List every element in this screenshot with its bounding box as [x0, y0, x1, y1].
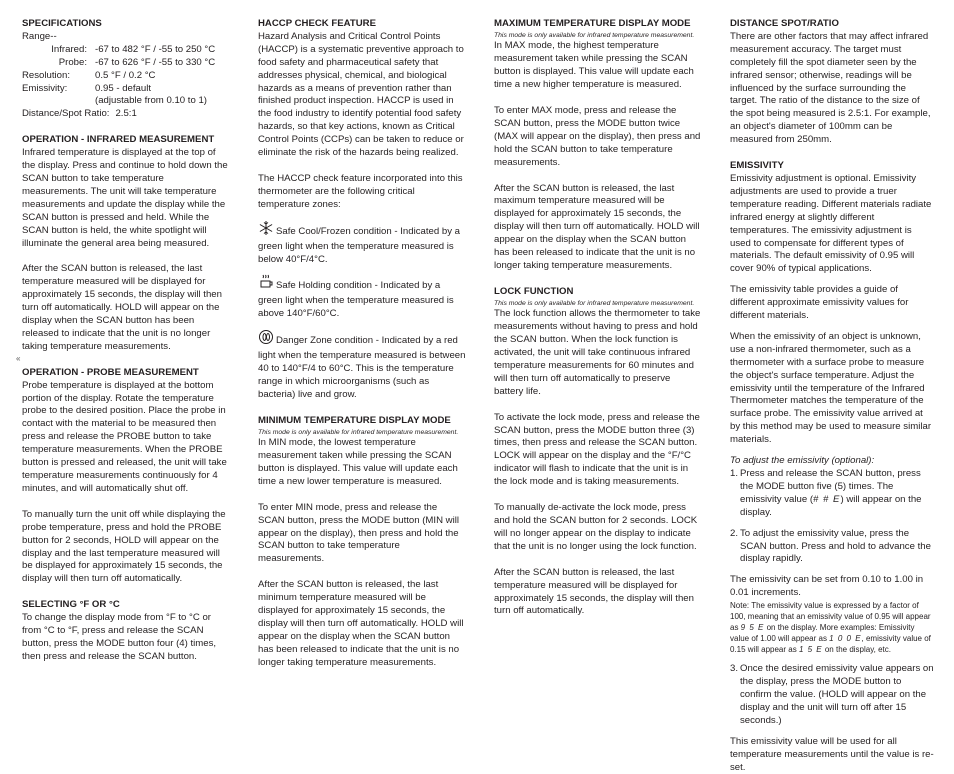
spec-infrared: Infrared: -67 to 482 °F / -55 to 250 °C: [51, 43, 216, 55]
snowflake-icon: [258, 220, 274, 241]
min-mode-note: This mode is only available for infrared temperature measurement.: [258, 428, 459, 436]
min-mode-p2: To enter MIN mode, press and release the SCAN button, press the MODE button (MIN will appear on the display), then press and hold the SCAN button to take temperature measurements.: [258, 501, 460, 565]
haccp-zone-danger: Danger Zone condition - Indicated by a red light when the temperature measured is between 40 to 140°F/4 to 60°C. This is the temperature range in which microorganisms (such as bacteria) live and grow.: [258, 329, 466, 402]
emissivity-final: This emissivity value will be used for all temperature measurements until the value is re-set.: [730, 735, 934, 773]
min-mode-heading: MINIMUM TEMPERATURE DISPLAY MODE: [258, 414, 451, 426]
emissivity-p3: When the emissivity of an object is unknown, use a non-infrared thermometer, such as a thermometer with a surface probe to measure the object's surface temperature. Adjust the emissivity until the temperature of the Infrared Thermometer matches the temperature of the surface probe. The emissivity value arrived at by this method may be used to measure similar materials.: [730, 330, 932, 446]
step-2: 2. To adjust the emissivity value, press the SCAN button. Press and hold to advance the display rapidly.: [730, 527, 931, 565]
lock-p2: To activate the lock mode, press and release the SCAN button, press the MODE button three (3) times, then press and release the SCAN button. LOCK will appear on the display and the °F/°C indicator will flash to indicate that the unit is in the lock mode and is taking measurements.: [494, 411, 700, 488]
haccp-p1: Hazard Analysis and Critical Control Points (HACCP) is a systematic preventive approach to food safety and pharmaceutical safety that addresses physical, chemical, and biological hazards as a means of prevention rather than finished product inspection. HACCP is used in the food industry to identify potential food safety hazards, so that key actions, known as Critical Control Points (CCPs) can be taken to reduce or eliminate the risk of the hazards being realized.: [258, 30, 464, 159]
step-3: 3. Once the desired emissivity value appears on the display, press the MODE button to confirm the value. (HOLD will appear on the display and the unit will turn off after 15 seconds.): [730, 663, 934, 726]
distance-p1: There are other factors that may affect infrared measurement accuracy. The target must completely fill the spot diameter seen by the infrared sensor; otherwise, readings will be influenced by the surface surrounding the target. The ratio of the distance to the size of the spot being measured is 2.5:1. For example, an object's diameter of 100mm can be measured from 250mm.: [730, 30, 931, 146]
hot-dish-icon: [258, 274, 274, 295]
distance-heading: DISTANCE SPOT/RATIO: [730, 18, 839, 29]
column-3: [494, 18, 702, 618]
lock-p1: The lock function allows the thermometer to take measurements without having to press and hold the SCAN button. When the lock function is activated, the unit will take continuous infrared temperature measurements for 60 minutes and will then turn off automatically to preserve battery life.: [494, 308, 701, 397]
spec-distance: Distance/Spot Ratio: 2.5:1: [22, 108, 137, 120]
max-mode-p1: In MAX mode, the highest temperature measurement taken while pressing the SCAN button is displayed. This value will update each time a new higher temperature is measured.: [494, 40, 694, 91]
emissivity-p2: The emissivity table provides a guide of different approximate emissivity values for different materials.: [730, 284, 909, 322]
min-mode-p3: After the SCAN button is released, the last minimum temperature measured will be displayed for approximately 15 seconds, the display will then turn off automatically. HOLD will appear on the display when the SCAN button has been released to indicate that the unit is no longer taking temperature measurements.: [258, 579, 464, 668]
spec-emissivity-range: (adjustable from 0.10 to 1): [95, 95, 207, 107]
step-1: 1. Press and release the SCAN button, press the MODE button five (5) times. The emissivity value (# # E) will appear on the display.: [730, 468, 922, 518]
max-mode-heading: MAXIMUM TEMPERATURE DISPLAY MODE: [494, 18, 691, 29]
select-unit-heading: SELECTING °F OR °C: [22, 599, 120, 611]
op-ir-p1: Infrared temperature is displayed at the top of the display. Press and continue to hold down the SCAN button to take temperature measurements. The unit will take temperature measurements and update the display while the SCAN button is pressed and held. While the SCAN button is held, the white spotlight will illuminate the general area being measured.: [22, 147, 228, 249]
spec-emissivity: Emissivity: 0.95 - default: [22, 82, 152, 94]
op-probe-heading: OPERATION - PROBE MEASUREMENT: [22, 366, 199, 378]
margin-mark: «: [16, 354, 21, 363]
max-mode-note: This mode is only available for infrared temperature measurement.: [494, 31, 695, 39]
spec-probe: Probe: -67 to 626 °F / -55 to 330 °C: [58, 56, 216, 68]
max-mode-p3: After the SCAN button is released, the last maximum temperature measured will be displayed for approximately 15 seconds, the display will then turn off automatically. HOLD will appear on the display when the SCAN button has been released to indicate that the unit is no longer taking temperature measurements.: [494, 182, 700, 271]
lcd-readout: 1 5 E: [798, 645, 823, 655]
spec-resolution: Resolution: 0.5 °F / 0.2 °C: [22, 69, 156, 81]
min-mode-p1: In MIN mode, the lowest temperature measurement taken while pressing the SCAN button is displayed. This value will update each time a new lower temperature is measured.: [258, 437, 458, 487]
range-label: Range--: [22, 30, 57, 42]
lock-heading: LOCK FUNCTION: [494, 285, 574, 297]
column-2: [258, 18, 466, 670]
lcd-readout: 9 5 E: [740, 623, 765, 633]
specifications-heading: SPECIFICATIONS: [22, 18, 102, 29]
op-ir-heading: OPERATION - INFRARED MEASUREMENT: [22, 134, 215, 146]
bacteria-icon: [258, 329, 274, 350]
emissivity-note: Note: The emissivity value is expressed by a factor of 100, meaning that an emissivity value of 0.95 will appear as 9 5 E on the display. More examples: Emissivity value of 1.00 will appear as 1 0 0 E, emissivity value of 0.15 will appear as 1 5 E on the display, etc.: [730, 601, 931, 655]
haccp-zone-cool: Safe Cool/Frozen condition - Indicated by a green light when the temperature measured is below 40°F/4°C.: [258, 220, 466, 267]
max-mode-p2: To enter MAX mode, press and release the SCAN button, press the MODE button twice (MAX will appear on the display), then press and hold the SCAN button to take temperature measurements.: [494, 105, 701, 168]
column-1: [22, 18, 230, 664]
lock-note: This mode is only available for infrared temperature measurement.: [494, 299, 695, 307]
emissivity-range-note: The emissivity can be set from 0.10 to 1.00 in 0.01 increments.: [730, 574, 924, 599]
lcd-readout: 1 0 0 E: [829, 634, 862, 644]
lcd-readout: # # E: [813, 493, 841, 505]
op-probe-p2: To manually turn the unit off while displaying the probe temperature, press and hold the PROBE button for 2 seconds, HOLD will appear on the display and the last temperature measured will be displayed for approximately 15 seconds, the display will then turn off automatically.: [22, 508, 226, 585]
adjust-title: To adjust the emissivity (optional):: [730, 455, 875, 467]
emissivity-heading: EMISSIVITY: [730, 160, 784, 172]
haccp-p2: The HACCP check feature incorporated into this thermometer are the following critical temperature zones:: [258, 172, 463, 210]
column-4: [730, 18, 934, 774]
emissivity-p1: Emissivity adjustment is optional. Emissivity adjustments are used to provide a truer temperature reading. Different materials radiate infrared energy at slightly different temperatures. The emissivity adjustment is used to compensate for different types of materials. The default emissivity of 0.95 will cover 90% of typical applications.: [730, 172, 932, 275]
op-probe-p1: Probe temperature is displayed at the bottom portion of the display. Rotate the temperature probe to the desired position. Place the probe in contact with the material to be measured then press and release the PROBE button to take temperature measurements. When the PROBE button is pressed and released, the unit will take temperature measurements continuously for 4 minutes, and will automatically shut off.: [22, 379, 227, 494]
lock-p3: To manually de-activate the lock mode, press and hold the SCAN button for 2 seconds. LOCK will no longer appear on the display to indicate that the unit is no longer using the lock function.: [494, 502, 698, 552]
haccp-heading: HACCP CHECK FEATURE: [258, 18, 376, 29]
select-unit-p1: To change the display mode from °F to °C or from °C to °F, press and release the SCAN button, press the MODE button four (4) times, then press and release the SCAN button.: [22, 612, 217, 662]
lock-p4: After the SCAN button is released, the last temperature measured will be displayed for approximately 15 seconds, the display will then turn off automatically.: [494, 566, 694, 617]
haccp-zone-holding: Safe Holding condition - Indicated by a green light when the temperature measured is above 140°F/60°C.: [258, 274, 466, 321]
op-ir-p2: After the SCAN button is released, the last temperature measured will be displayed for approximately 15 seconds, the display will then turn off automatically. HOLD will appear on the display when the SCAN button has been released to indicate that the unit is no longer taking temperature measurements.: [22, 263, 222, 352]
